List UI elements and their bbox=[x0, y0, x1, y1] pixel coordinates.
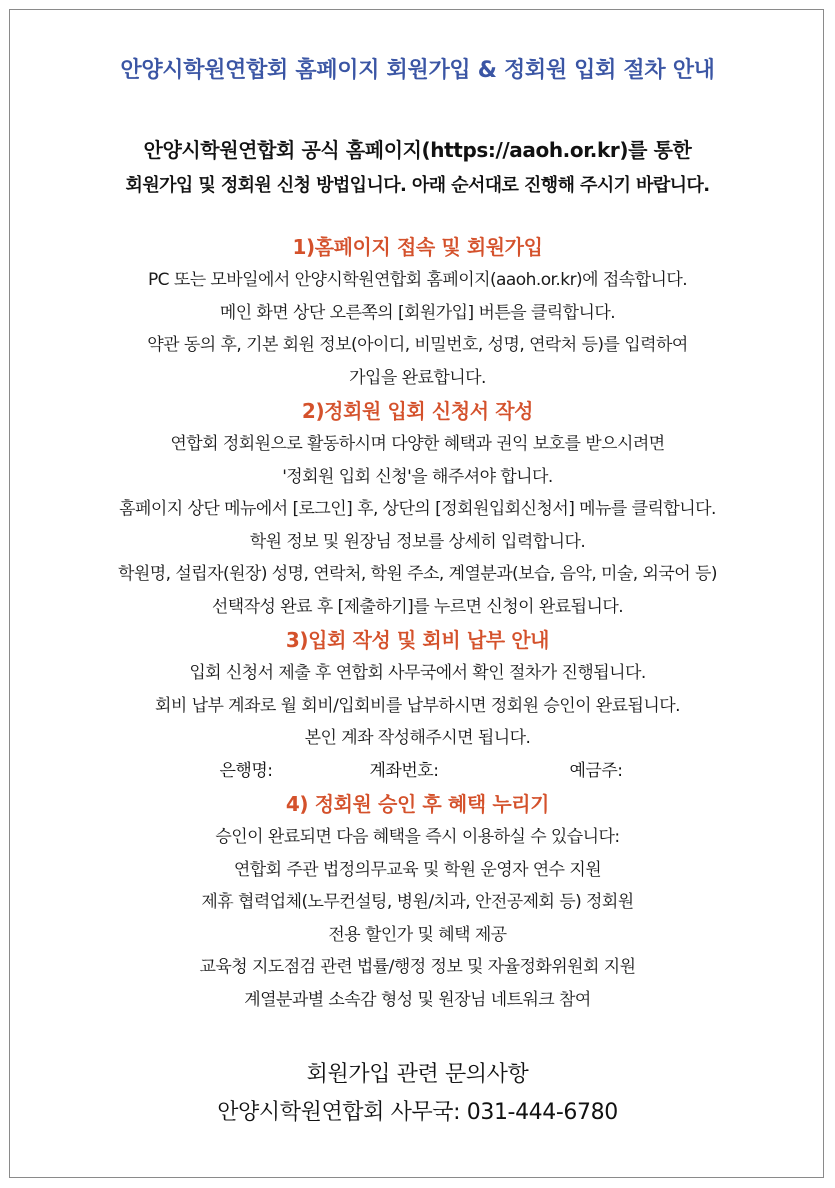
section-3 bbox=[0, 623, 835, 787]
section-line: 학원명, 설립자(원장) 성명, 연락처, 학원 주소, 계열분과(보습, 음악, 미술, 외국어 등) bbox=[118, 564, 717, 584]
section-title: 2)정회원 입회 신청서 작성 bbox=[301, 399, 534, 423]
section-line: 학원 정보 및 원장님 정보를 상세히 입력합니다. bbox=[249, 531, 586, 552]
section-line: 연합회 정회원으로 활동하시며 다양한 혜택과 권익 보호를 받으시려면 bbox=[170, 434, 665, 454]
section-line: 제휴 협력업체(노무컨설팅, 병원/치과, 안전공제회 등) 정회원 bbox=[201, 892, 634, 912]
section-line: '정회원 입회 신청'을 해주셔야 합니다. bbox=[282, 466, 553, 487]
page-title: 안양시학원연합회 홈페이지 회원가입 & 정회원 입회 절차 안내 bbox=[120, 58, 715, 83]
section-1 bbox=[0, 230, 835, 394]
section-title: 1)홈페이지 접속 및 회원가입 bbox=[292, 235, 543, 259]
section-line: 회비 납부 계좌로 월 회비/입회비를 납부하시면 정회원 승인이 완료됩니다. bbox=[154, 695, 681, 716]
intro bbox=[0, 134, 835, 202]
procedure-sections bbox=[0, 230, 835, 1016]
section-line: 메인 화면 상단 오른쪽의 [회원가입] 버튼을 클릭합니다. bbox=[219, 302, 616, 323]
section-line: 교육청 지도점검 관련 법률/행정 정보 및 자율정화위원회 지원 bbox=[199, 957, 636, 977]
section-line: PC 또는 모바일에서 안양시학원연합회 홈페이지(aaoh.or.kr)에 접속합니다. bbox=[147, 270, 688, 290]
intro-line-1: 안양시학원연합회 공식 홈페이지(https://aaoh.or.kr)를 통한 bbox=[143, 138, 692, 162]
contact-heading: 회원가입 관련 문의사항 bbox=[306, 1062, 529, 1087]
contact-phone: 안양시학원연합회 사무국: 031-444-6780 bbox=[217, 1100, 618, 1125]
section-line: 본인 계좌 작성해주시면 됩니다. bbox=[304, 728, 531, 748]
section-line: 선택작성 완료 후 [제출하기]를 누르면 신청이 완료됩니다. bbox=[211, 596, 624, 617]
section-line: 승인이 완료되면 다음 혜택을 즉시 이용하실 수 있습니다: bbox=[215, 827, 620, 847]
section-4 bbox=[0, 787, 835, 1016]
section-line: 연합회 주관 법정의무교육 및 학원 운영자 연수 지원 bbox=[233, 859, 602, 880]
bank-name-label: 은행명: bbox=[219, 760, 273, 781]
section-line: 계열분과별 소속감 형성 및 원장님 네트워크 참여 bbox=[244, 989, 591, 1010]
section-title: 4) 정회원 승인 후 혜택 누리기 bbox=[285, 792, 550, 816]
section-line: 전용 할인가 및 혜택 제공 bbox=[328, 924, 507, 945]
intro-line-2: 회원가입 및 정회원 신청 방법입니다. 아래 순서대로 진행해 주시기 바랍니다. bbox=[125, 175, 710, 196]
section-line: 약관 동의 후, 기본 회원 정보(아이디, 비밀번호, 성명, 연락처 등)를 입력하여 bbox=[147, 335, 688, 355]
account-holder-label: 예금주: bbox=[569, 760, 623, 781]
section-title: 3)입회 작성 및 회비 납부 안내 bbox=[285, 628, 550, 652]
section-line: 홈페이지 상단 메뉴에서 [로그인] 후, 상단의 [정회원입회신청서] 메뉴를 클릭합니다. bbox=[119, 499, 716, 519]
section-line: 입회 신청서 제출 후 연합회 사무국에서 확인 절차가 진행됩니다. bbox=[189, 663, 646, 683]
section-line: 가입을 완료합니다. bbox=[349, 367, 486, 388]
contact-info bbox=[0, 1056, 835, 1132]
bank-info-row bbox=[0, 755, 835, 788]
section-2 bbox=[0, 394, 835, 623]
account-number-label: 계좌번호: bbox=[369, 760, 439, 781]
